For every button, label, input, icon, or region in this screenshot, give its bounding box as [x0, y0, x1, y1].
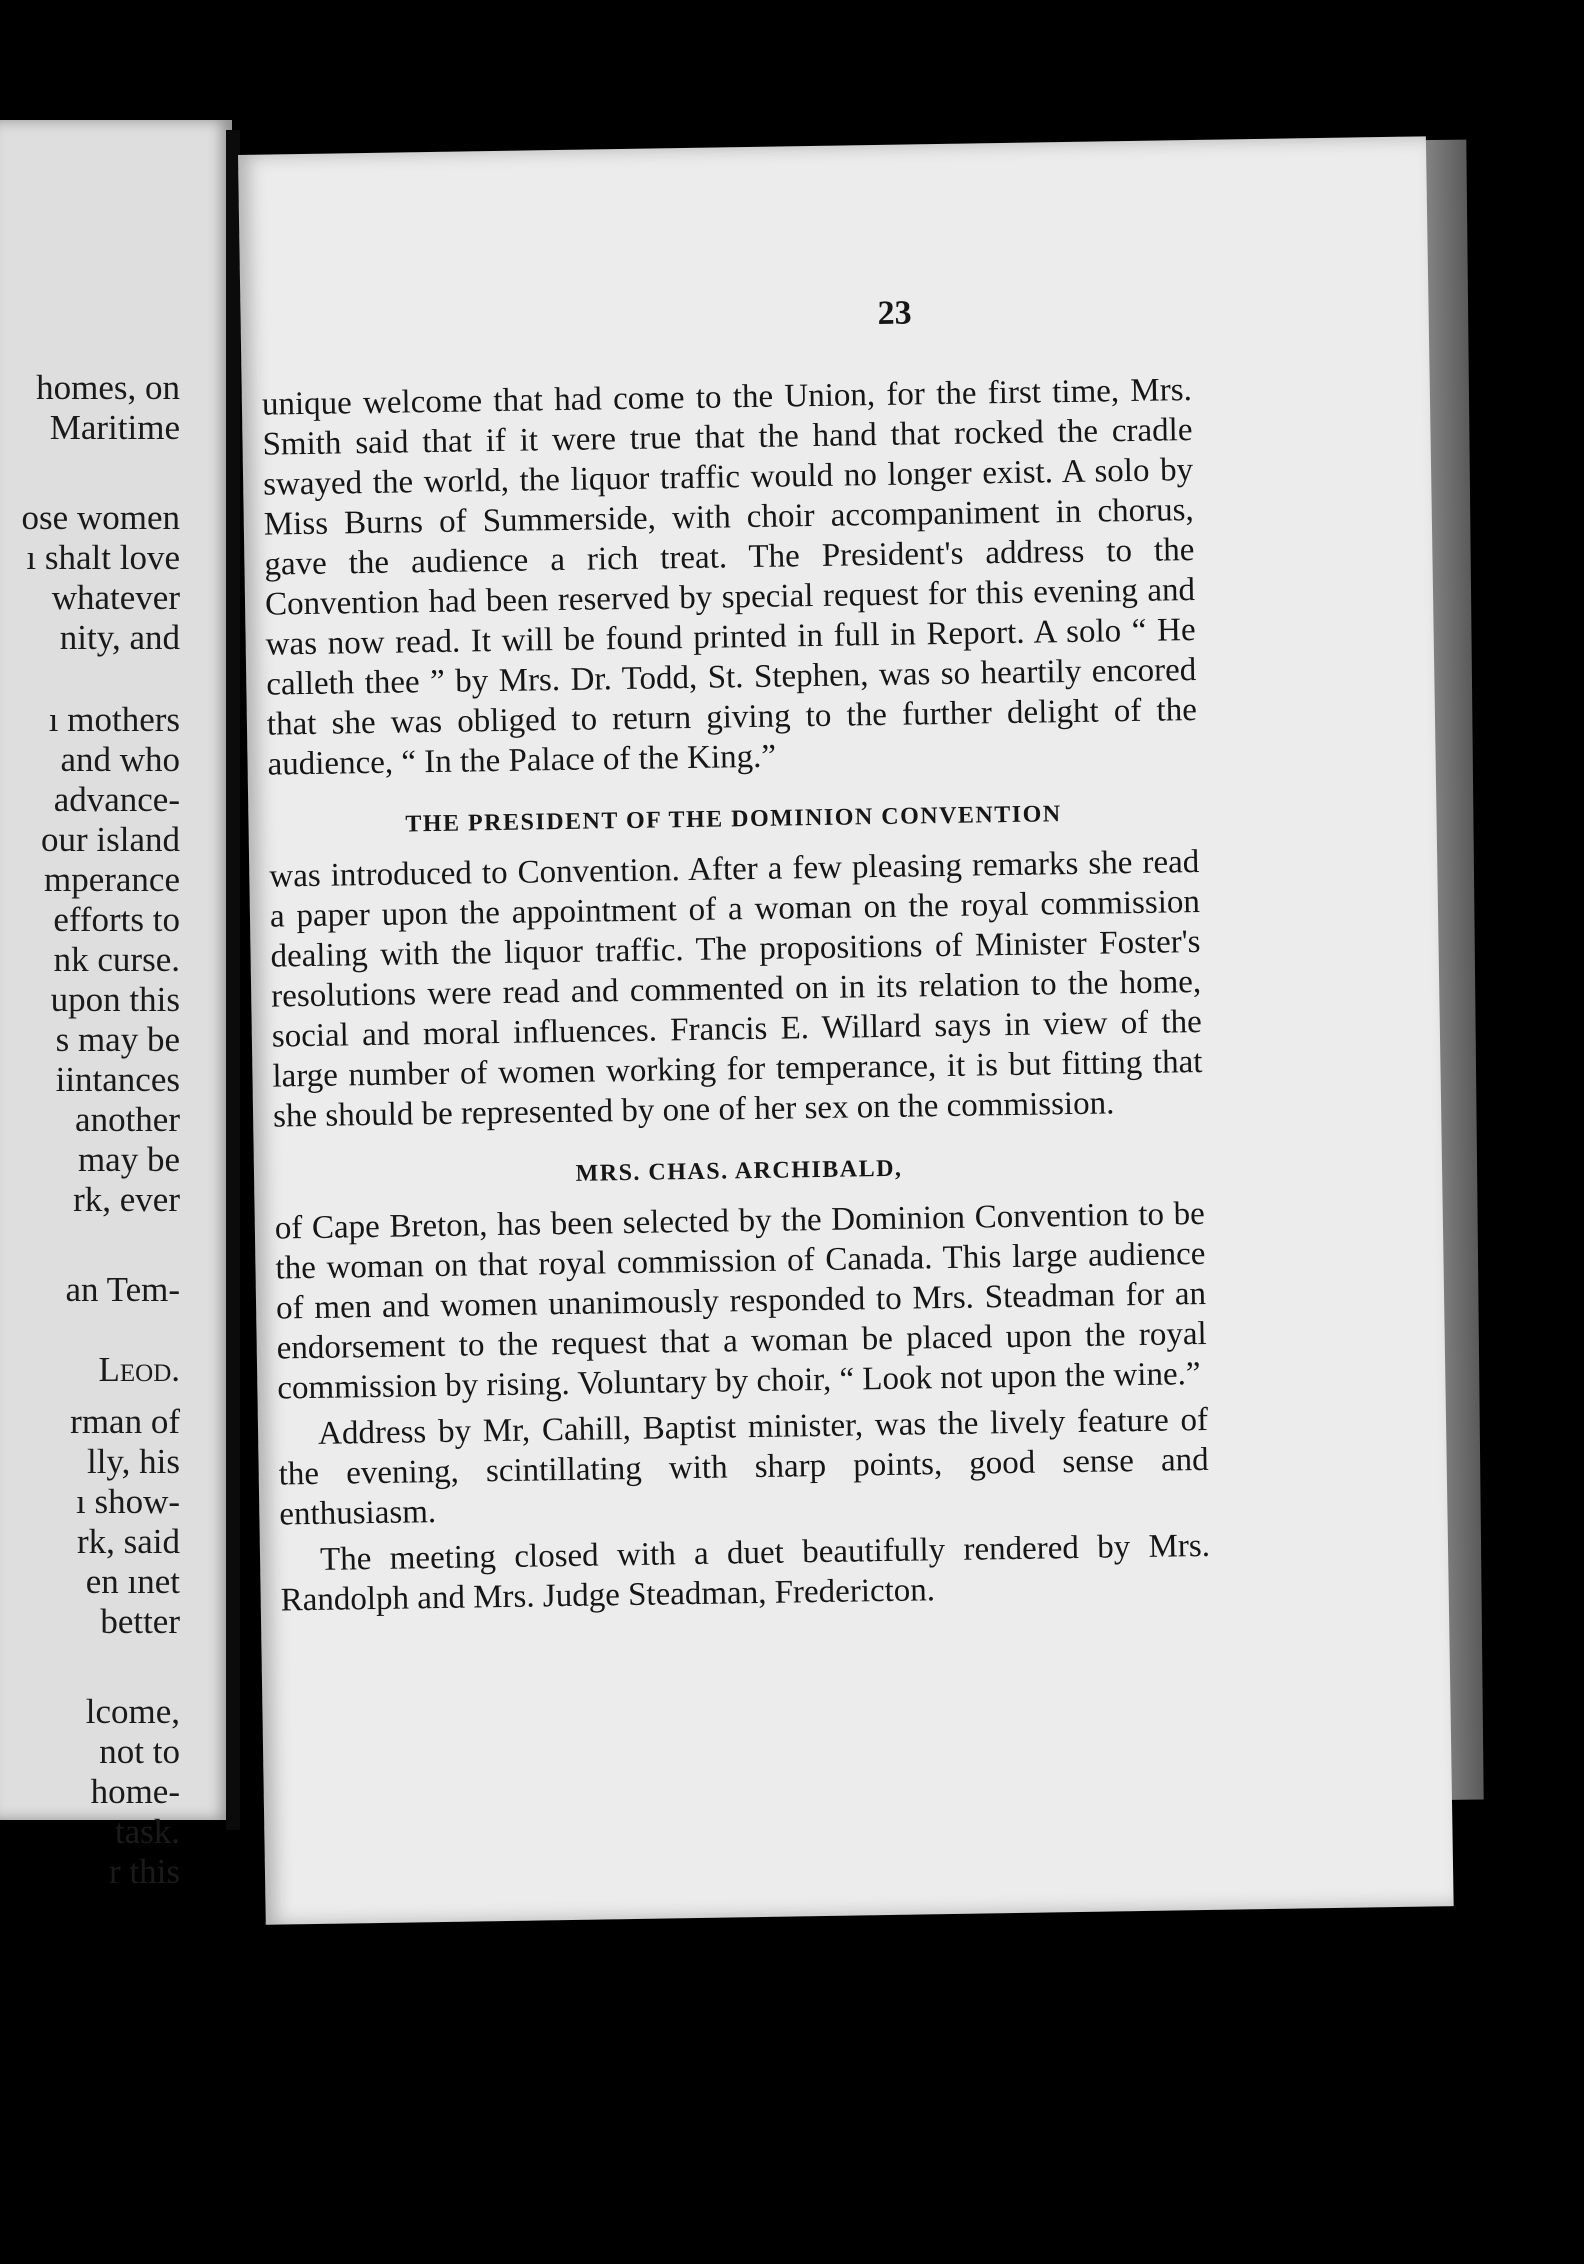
left-page-line: lly, his	[86, 1442, 180, 1481]
right-page	[238, 136, 1454, 1924]
left-page-line: rk, ever	[73, 1180, 180, 1219]
left-page-line: rman of	[70, 1402, 180, 1441]
left-page-line: nk curse.	[53, 940, 180, 979]
text-column	[262, 370, 1211, 1620]
left-page-line: iintances	[55, 1060, 180, 1099]
paragraph: of Cape Breton, has been selected by the Dominion Convention to be the woman on that royal commission of Canada. This large audience of men and women unanimously responded to Mrs. Steadman for an endorsement to the request that a woman be placed upon the royal commission by rising. Voluntary by choir, “ Look not upon the wine.”	[274, 1195, 1207, 1407]
left-page-line: en ınet	[85, 1562, 180, 1601]
left-page-line: homes, on	[36, 368, 180, 407]
left-page-line: an Tem-	[65, 1270, 180, 1309]
left-page-line: may be	[77, 1140, 180, 1179]
left-page-line: another	[75, 1100, 180, 1139]
left-page-line: ı show-	[75, 1482, 180, 1521]
left-page-line: and who	[60, 740, 180, 779]
paragraph: Address by Mr, Cahill, Baptist minister, was the lively feature of the evening, scintillating with sharp points, good sense and enthusiasm.	[278, 1401, 1209, 1533]
left-page-line: better	[100, 1602, 180, 1641]
left-page-line: task.	[114, 1812, 180, 1851]
left-page-line: ose women	[21, 498, 180, 537]
paragraph: was introduced to Convention. After a few pleasing remarks she read a paper upon the appointment of a woman on the royal commission dealing with the liquor traffic. The propositions of Minister Foster's resolutions were read and commented on in its relation to the home, social and moral influences. Francis E. Willard says in view of the large number of women working for temperance, it is but fitting that she should be represented by one of her sex on the commission.	[269, 843, 1203, 1135]
left-page-line: whatever	[51, 578, 180, 617]
book-gutter	[226, 130, 240, 1830]
left-page-line: lcome,	[85, 1692, 180, 1731]
left-page-line: Maritime	[49, 408, 180, 447]
left-page-line: upon this	[50, 980, 180, 1019]
left-page	[0, 120, 232, 1891]
left-page-line: not to	[99, 1732, 180, 1771]
left-page-line: ı shalt love	[26, 538, 180, 577]
page-number: 23	[877, 294, 912, 332]
left-page-line: mperance	[43, 860, 180, 899]
left-page-line: rk, said	[76, 1522, 180, 1561]
paragraph: The meeting closed with a duet beautifully rendered by Mrs. Randolph and Mrs. Judge Steadman, Fredericton.	[280, 1527, 1211, 1619]
left-page-line: our island	[40, 820, 180, 859]
section-heading: THE PRESIDENT OF THE DOMINION CONVENTION	[405, 801, 1062, 838]
left-page-line: r this	[109, 1852, 180, 1891]
left-page-line: ı mothers	[48, 700, 180, 739]
paragraph: unique welcome that had come to the Union, for the first time, Mrs. Smith said that if it were true that the hand that rocked the cradle swayed the world, the liquor traffic would no longer exist. A solo by Miss Burns of Summerside, with choir accompaniment in chorus, gave the audience a rich treat. The President's address to the Convention had been reserved by special request for this evening and was now read. It will be found printed in full in Report. A solo “ He calleth thee ” by Mrs. Dr. Todd, St. Stephen, was so heartily encored that she was obliged to return giving to the further delight of the audience, “ In the Palace of the King.”	[261, 372, 1198, 783]
left-page-line: home-	[90, 1772, 180, 1811]
left-page-line: efforts to	[53, 900, 180, 939]
section-heading: MRS. CHAS. ARCHIBALD,	[575, 1155, 903, 1187]
left-page-line: s may be	[55, 1020, 180, 1059]
left-page-line: nity, and	[59, 618, 180, 657]
left-page-line: advance-	[53, 780, 180, 819]
left-page-line: Leod.	[98, 1350, 180, 1389]
